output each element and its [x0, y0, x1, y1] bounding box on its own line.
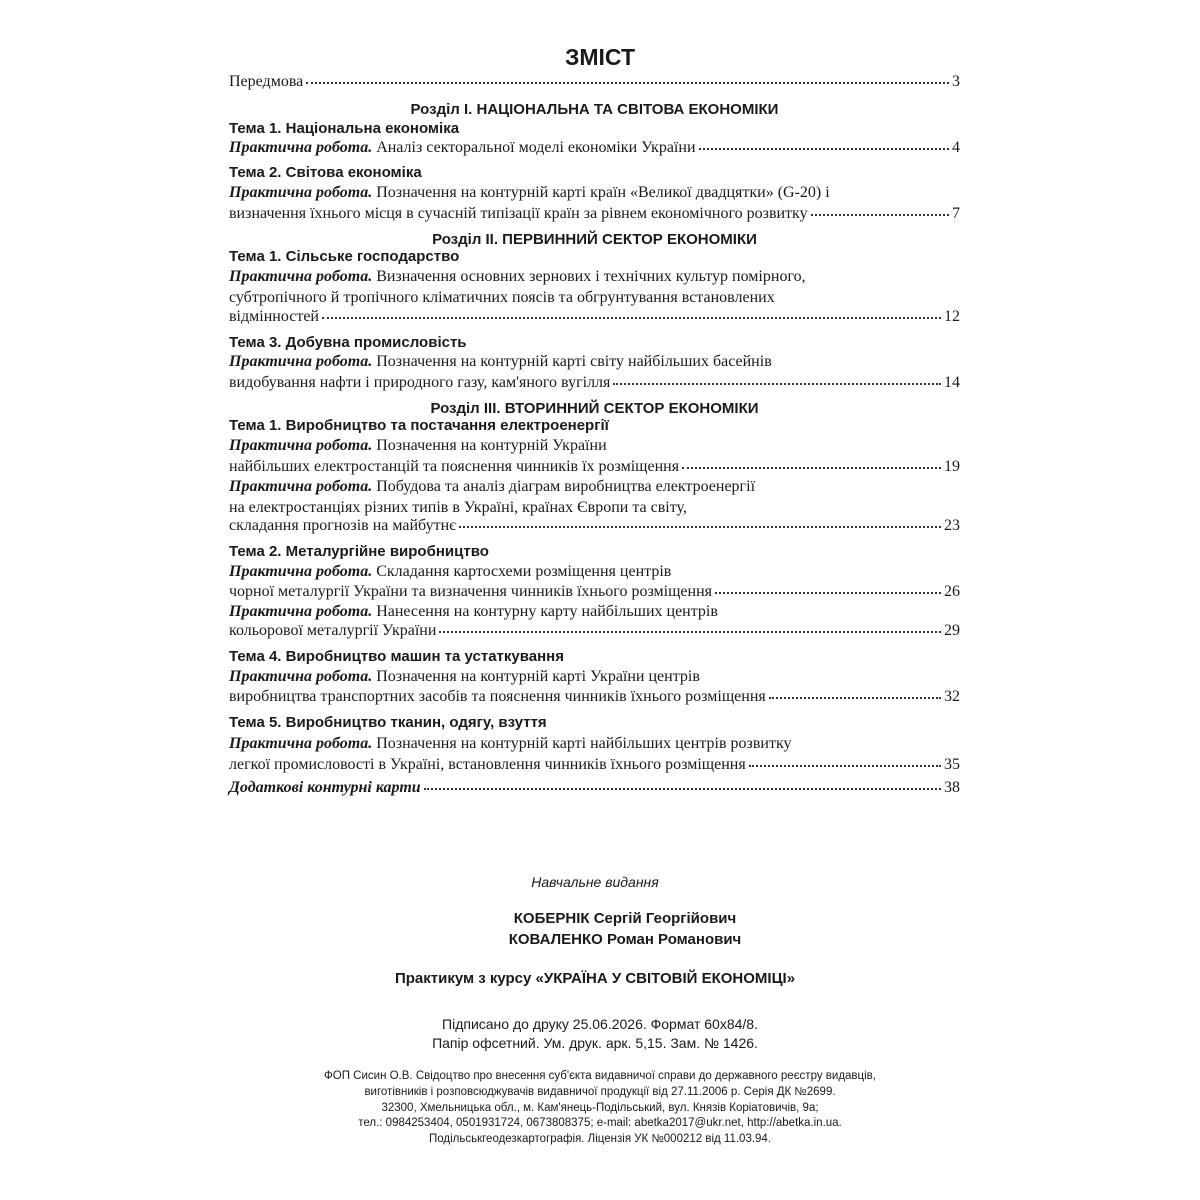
toc-page-number: 4	[952, 139, 960, 156]
toc-entry[interactable]: відмінностей 12	[229, 306, 960, 328]
leader-dots	[769, 697, 941, 699]
section-heading-2: Розділ II. ПЕРВИННИЙ СЕКТОР ЕКОНОМІКИ	[432, 231, 757, 248]
leader-dots	[682, 467, 941, 469]
topic-heading: Тема 1. Національна економіка	[229, 120, 460, 137]
author-name: КОБЕРНІК Сергій Георгійович	[513, 910, 737, 927]
toc-entry-extra-maps[interactable]	[229, 777, 960, 799]
page-title: ЗМІСТ	[564, 44, 636, 70]
leader-dots	[424, 788, 941, 790]
toc-page-number: 35	[944, 756, 960, 773]
toc-entry[interactable]: легкої промисловості в Україні, встановлення чинників їхнього розміщення 35	[229, 754, 960, 776]
section-heading-1: Розділ І. НАЦІОНАЛЬНА ТА СВІТОВА ЕКОНОМІКИ	[410, 101, 779, 118]
toc-page-number: 19	[944, 458, 960, 475]
toc-entry-line: Практична робота. Складання картосхеми розміщення центрів	[229, 563, 672, 580]
toc-entry[interactable]: чорної металургії України та визначення чинників їхнього розміщення 26	[229, 581, 960, 603]
practical-work-label: Практична робота.	[229, 353, 373, 370]
toc-entry-label: Передмова	[229, 73, 304, 90]
topic-heading: Тема 4. Виробництво машин та устаткування	[229, 648, 564, 665]
paper-info: Папір офсетний. Ум. друк. арк. 5,15. Зам. № 1426.	[432, 1035, 758, 1051]
publisher-info: ФОП Сисин О.В. Свідоцтво про внесення суб'єкта видавничої справи до державного реєстру видавців,	[324, 1070, 876, 1082]
printer-license: Подільськгеодезкартографія. Ліцензія УК №000212 від 11.03.94.	[428, 1133, 772, 1145]
toc-entry[interactable]: найбільших електростанцій та пояснення чинників їх розміщення 19	[229, 456, 960, 478]
section-heading-3: Розділ III. ВТОРИННИЙ СЕКТОР ЕКОНОМІКИ	[430, 400, 759, 417]
topic-heading: Тема 5. Виробництво тканин, одягу, взуття	[229, 714, 547, 731]
toc-entry-label: Додаткові контурні карти	[229, 779, 421, 796]
practical-work-label: Практична робота.	[229, 139, 373, 156]
leader-dots	[811, 214, 949, 216]
toc-page-number: 38	[944, 779, 960, 796]
toc-page-number: 14	[944, 374, 960, 391]
leader-dots	[749, 765, 941, 767]
toc-entry[interactable]: визначення їхнього місця в сучасній типізації країн за рівнем економічного розвитку 7	[229, 203, 960, 225]
leader-dots	[439, 631, 941, 633]
toc-entry[interactable]	[229, 137, 960, 159]
publisher-info: виготівників і розповсюджувачів видавничої продукції від 27.11.2006 р. Серія ДК №2699.	[364, 1086, 836, 1098]
practical-work-label: Практична робота.	[229, 668, 373, 685]
leader-dots	[699, 148, 950, 150]
toc-entry[interactable]: кольорової металургії України 29	[229, 620, 960, 642]
toc-page-number: 23	[944, 517, 960, 534]
toc-entry-text: Аналіз секторальної моделі економіки України	[372, 139, 696, 156]
toc-entry[interactable]: видобування нафти і природного газу, кам'яного вугілля 14	[229, 372, 960, 394]
toc-entry-line: Практична робота. Позначення на контурній карті України центрів	[229, 668, 700, 685]
toc-entry-line: Практична робота. Позначення на контурній України	[229, 437, 607, 454]
practical-work-label: Практична робота.	[229, 268, 373, 285]
leader-dots	[322, 317, 941, 319]
author-name: КОВАЛЕНКО Роман Романович	[508, 931, 742, 948]
toc-entry-line: Практична робота. Позначення на контурній карті світу найбільших басейнів	[229, 353, 772, 370]
practical-work-label: Практична робота.	[229, 184, 373, 201]
toc-entry[interactable]: виробництва транспортних засобів та пояснення чинників їхнього розміщення 32	[229, 686, 960, 708]
topic-heading: Тема 2. Світова економіка	[229, 164, 422, 181]
edition-type: Навчальне видання	[531, 874, 659, 890]
toc-page-number: 7	[952, 205, 960, 222]
toc-page-number: 29	[944, 622, 960, 639]
publisher-address: 32300, Хмельницька обл., м. Кам'янець-Подільський, вул. Князів Коріатовичів, 9а;	[381, 1102, 819, 1114]
toc-entry-line: Практична робота. Позначення на контурній карті країн «Великої двадцятки» (G-20) і	[229, 184, 830, 201]
practical-work-label: Практична робота.	[229, 563, 373, 580]
practical-work-label: Практична робота.	[229, 603, 373, 620]
toc-entry-line: субтропічного й тропічного кліматичних поясів та обгрунтування встановлених	[229, 289, 775, 306]
toc-page-number: 3	[952, 73, 960, 90]
toc-entry[interactable]: складання прогнозів на майбутнє 23	[229, 515, 960, 537]
toc-entry-line: Практична робота. Позначення на контурній карті найбільших центрів розвитку	[229, 735, 792, 752]
practical-work-label: Практична робота.	[229, 437, 373, 454]
topic-heading: Тема 2. Металургійне виробництво	[229, 543, 489, 560]
toc-entry-line: на електростанціях різних типів в Україні, країнах Європи та світу,	[229, 499, 687, 516]
toc-entry-line: Практична робота. Нанесення на контурну карту найбільших центрів	[229, 603, 718, 620]
print-signed: Підписано до друку 25.06.2026. Формат 60х84/8.	[442, 1016, 758, 1032]
toc-entry-line: Практична робота. Визначення основних зернових і технічних культур помірного,	[229, 268, 806, 285]
practical-work-label: Практична робота.	[229, 478, 373, 495]
topic-heading: Тема 3. Добувна промисловість	[229, 334, 467, 351]
leader-dots	[613, 383, 941, 385]
topic-heading: Тема 1. Сільське господарство	[229, 248, 460, 265]
leader-dots	[715, 592, 941, 594]
topic-heading: Тема 1. Виробництво та постачання електроенергії	[229, 417, 609, 434]
leader-dots	[459, 526, 941, 528]
toc-page-number: 32	[944, 688, 960, 705]
practical-work-label: Практична робота.	[229, 735, 373, 752]
toc-entry-preface[interactable]	[229, 71, 960, 93]
book-title: Практикум з курсу «УКРАЇНА У СВІТОВІЙ ЕКОНОМІЦІ»	[394, 970, 796, 987]
toc-page-number: 12	[944, 308, 960, 325]
toc-page-number: 26	[944, 583, 960, 600]
toc-entry-line: Практична робота. Побудова та аналіз діаграм виробництва електроенергії	[229, 478, 756, 495]
leader-dots	[306, 82, 949, 84]
publisher-contacts: тел.: 0984253404, 0501931724, 0673808375; e-mail: abetka2017@ukr.net, http://abetka.in.ua.	[358, 1117, 842, 1129]
